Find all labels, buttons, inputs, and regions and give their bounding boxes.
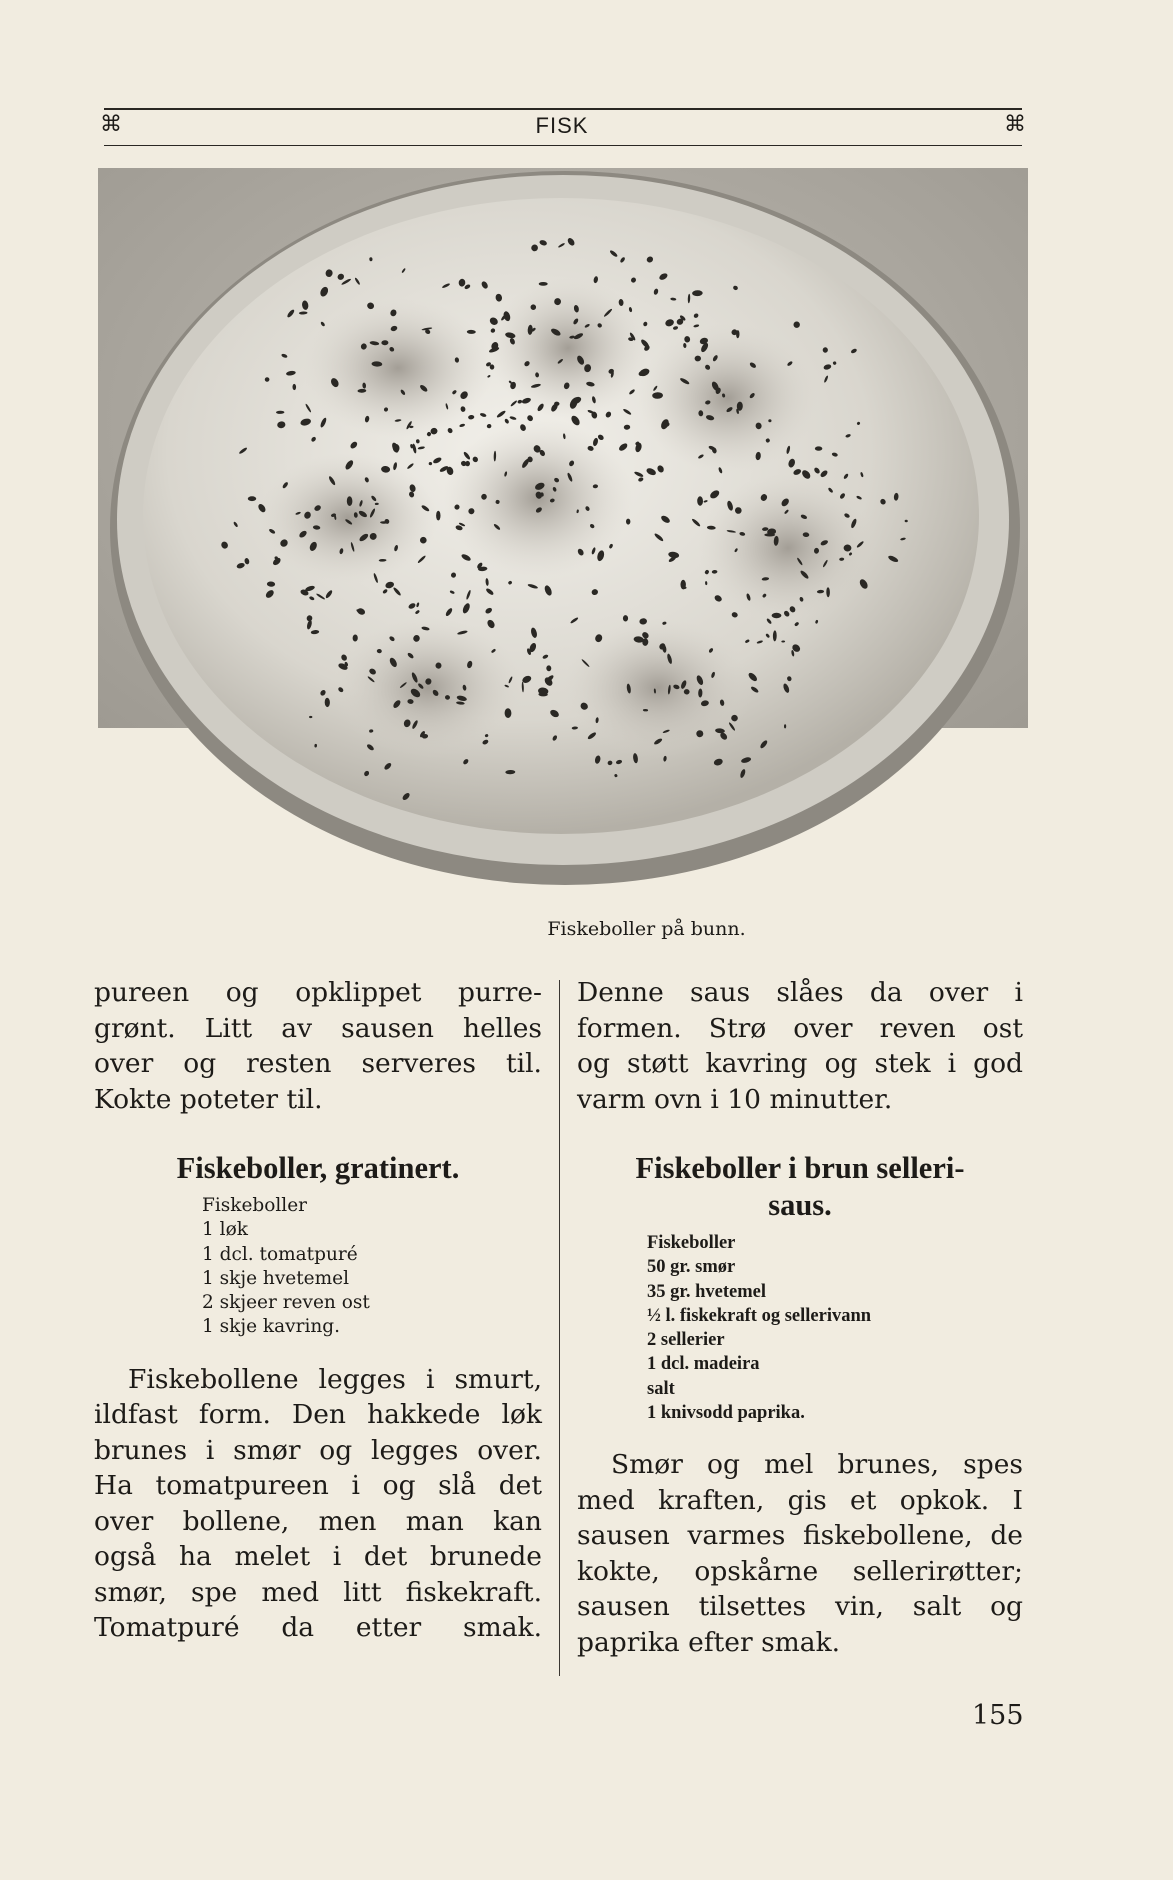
text-line: med kraften, gis et opkok. I [577, 1484, 1023, 1516]
left-intro-text [94, 975, 542, 1117]
text-line: Smør og mel brunes, spes [611, 1449, 1023, 1481]
ornament-right-icon: ⌘ [1004, 112, 1026, 137]
ingredient-item: 2 sellerier [647, 1330, 725, 1351]
photo-caption: Fiskeboller på bunn. [547, 918, 746, 940]
text-line: kokte, opskårne sellerirøtter; [577, 1555, 1023, 1587]
ingredient-item: 1 dcl. tomatpuré [202, 1243, 358, 1265]
text-line: over og resten serveres til. [94, 1048, 542, 1079]
method-text-gratinert [94, 1362, 542, 1646]
text-line: smør, spe med litt fiskekraft. [94, 1576, 542, 1608]
ingredient-item: 2 skjeer reven ost [202, 1292, 370, 1314]
right-column [577, 975, 1023, 1660]
text-line: Ha tomatpureen i og slå det [94, 1470, 542, 1502]
parsley-fleck [772, 613, 782, 618]
text-line: formen. Strø over reven ost [577, 1012, 1023, 1044]
text-line: Kokte poteter til. [94, 1083, 323, 1115]
text-line: sausen tilsettes vin, salt og [577, 1591, 1023, 1623]
column-divider [559, 980, 560, 1676]
ingredient-item: 1 knivsodd paprika. [647, 1403, 805, 1424]
parsley-fleck [768, 419, 771, 422]
ingredient-item: ½ l. fiskekraft og sellerivann [647, 1305, 872, 1326]
text-line: sausen varmes fiskebollene, de [577, 1520, 1023, 1552]
parsley-fleck [764, 533, 775, 536]
text-line: og støtt kavring og stek i god [577, 1048, 1023, 1079]
ingredient-item: Fiskeboller [202, 1195, 308, 1216]
ingredient-item: 1 løk [202, 1219, 248, 1241]
text-line: grønt. Litt av sausen helles [94, 1012, 542, 1044]
page-number: 155 [972, 1700, 1024, 1731]
parsley-fleck [815, 446, 822, 450]
ingredient-item: 1 skje hvetemel [202, 1267, 350, 1289]
ingredient-item: 1 skje kavring. [202, 1316, 341, 1338]
text-line: varm ovn i 10 minutter. [577, 1083, 893, 1115]
fish-balls-photo [98, 168, 1028, 903]
parsley-fleck [436, 511, 440, 521]
text-line: paprika efter smak. [577, 1626, 841, 1658]
title-line: saus. [768, 1188, 832, 1222]
right-intro-text [577, 975, 1023, 1117]
ingredient-list-brun-sellerisaus [647, 1231, 1023, 1425]
ingredient-item: salt [647, 1378, 675, 1399]
left-column [94, 975, 542, 1646]
text-line: brunes i smør og legges over. [94, 1434, 542, 1466]
text-line: pureen og opklippet purre- [94, 977, 542, 1008]
text-line: Fiskebollene legges i smurt, [128, 1363, 542, 1395]
text-line: over bollene, men man kan [94, 1505, 542, 1537]
ingredient-item: 35 gr. hvetemel [647, 1281, 767, 1302]
ingredient-item: 50 gr. smør [647, 1257, 736, 1278]
ingredient-list-gratinert [202, 1194, 542, 1340]
title-line: Fiskeboller i brun selleri- [635, 1151, 965, 1185]
running-head-title: FISK [535, 113, 589, 138]
recipe-title-brun-sellerisaus [577, 1150, 1023, 1224]
text-line: også ha melet i det brunede [94, 1541, 542, 1573]
method-text-brun-sellerisaus [577, 1447, 1023, 1660]
ingredient-item: 1 dcl. madeira [647, 1354, 760, 1375]
text-line: ildfast form. Den hakkede løk [94, 1399, 542, 1431]
ingredient-item: Fiskeboller [647, 1233, 736, 1253]
ornament-left-icon: ⌘ [100, 112, 122, 137]
text-line: Denne saus slåes da over i [577, 977, 1023, 1008]
parsley-fleck [420, 537, 427, 544]
text-line: Tomatpuré da etter smak. [94, 1612, 542, 1644]
running-head-rule-top [104, 108, 1022, 110]
recipe-title-gratinert: Fiskeboller, gratinert. [176, 1151, 460, 1185]
parsley-fleck [539, 282, 548, 286]
running-head-rule-bottom [104, 145, 1022, 146]
parsley-fleck [248, 496, 256, 501]
